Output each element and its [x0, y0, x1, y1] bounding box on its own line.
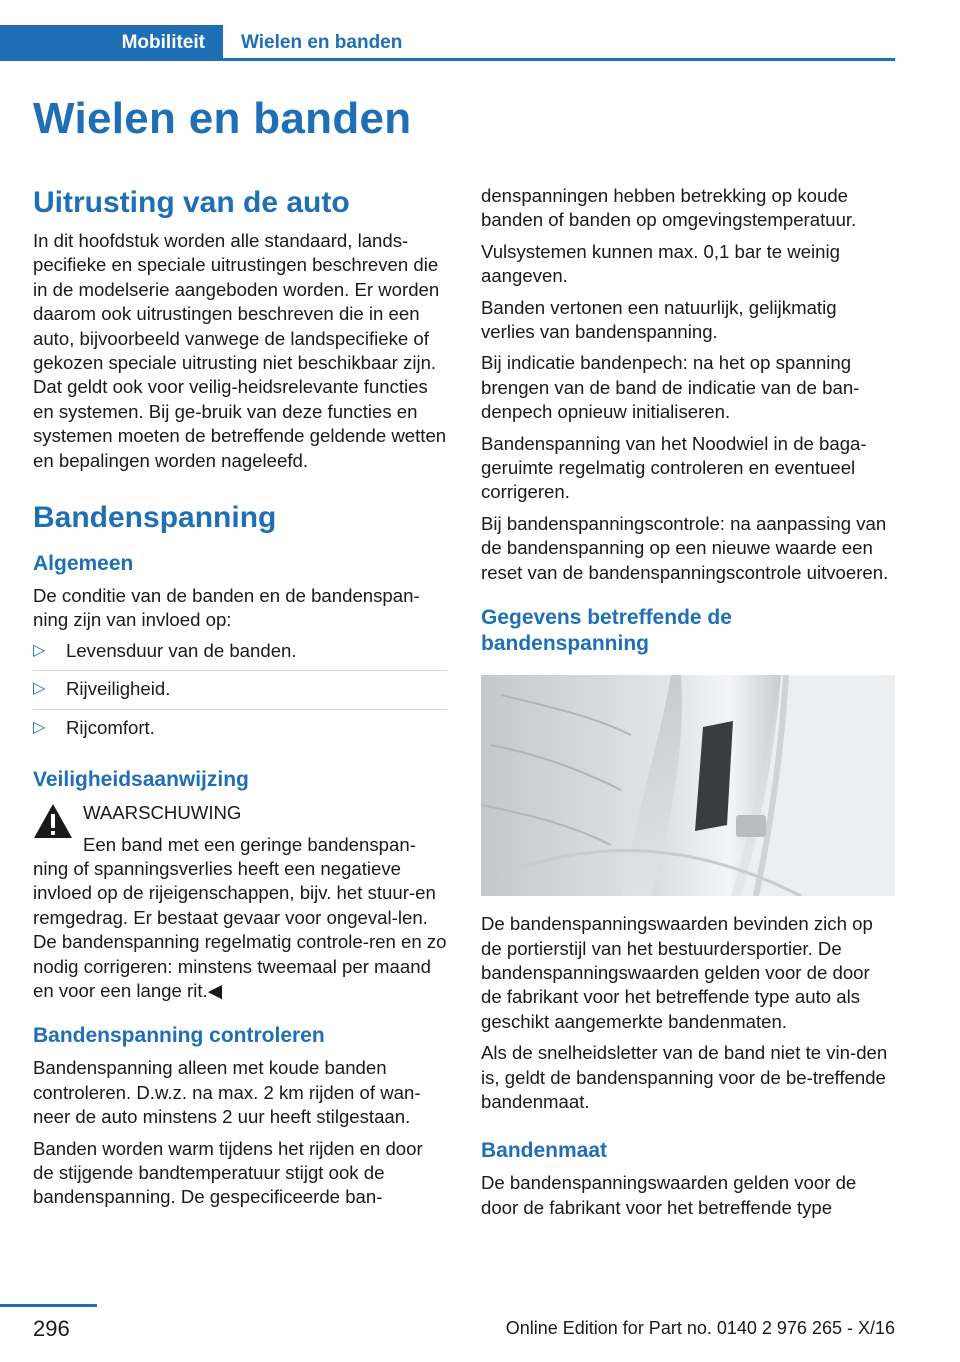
equipment-text: In dit hoofdstuk worden alle standaard, lands-pecifieke en speciale uitrustingen beschreven die in de modelserie aangeboden worden. Er worden daarom ook uitrustingen beschreven die in een auto, bijvoorbeeld vanwege de landspecifieke of gekozen speciale uitrusting niet beschikbaar zijn. Dat geldt ook voor veilig-heidsrelevante functies en systemen. Bij ge-bruik van deze functies en systemen moeten de betreffende geldende wetten en bepalingen worden nageleefd. [33, 230, 447, 471]
door-pillar-label-image [481, 675, 895, 896]
right-text-3: Banden vertonen een natuurlijk, gelijkmatig verlies van bandenspanning. [481, 296, 837, 343]
right-text-2: Vulsystemen kunnen max. 0,1 bar te weinig aangeven. [481, 240, 840, 287]
warning-text: ning of spanningsverlies heeft een negatieve invloed op de rijeigenschappen, bijv. het stuur-en remgedrag. Er bestaat gevaar voor ongeval-len. De bandenspanning regelmatig controle-ren en zo nodig corrigeren: minstens tweemaal per maand en voor een lange rit.◀ [33, 857, 447, 1001]
edition-note: Online Edition for Part no. 0140 2 976 265 - X/16 [505, 1318, 895, 1338]
list-item [33, 639, 447, 671]
right-text-7: De bandenspanningswaarden bevinden zich op de portierstijl van het bestuurdersportier. De bandenspanningswaarden gelden voor de door de fabrikant voor het betreffende type auto als geschikt aangemerkte bandenmaten. [481, 913, 873, 1032]
list-item-text: Rijcomfort. [66, 716, 155, 738]
right-column [481, 184, 895, 1220]
right-text-9: De bandenspanningswaarden gelden voor de door de fabrikant voor het betreffende type [481, 1172, 857, 1218]
triangle-bullet-icon: ▷ [33, 680, 46, 698]
page-title: Wielen en banden [33, 94, 412, 143]
equipment-heading: Uitrusting van de auto [33, 186, 350, 219]
page-header [0, 25, 895, 61]
warning-label: WAARSCHUWING [83, 802, 242, 824]
general-text: De conditie van de banden en de bandenspan-ning zijn van invloed op: [33, 585, 420, 631]
data-heading: Gegevens betreffende de bandenspanning [481, 606, 732, 656]
right-text-1: denspanningen hebben betrekking op koude banden of banden op omgevingstemperatuur. [481, 185, 857, 231]
list-item [33, 716, 447, 747]
general-heading: Algemeen [33, 552, 134, 576]
size-heading: Bandenmaat [481, 1139, 608, 1163]
right-text-6: Bij bandenspanningscontrole: na aanpassing van de bandenspanning op een nieuwe waarde een reset van de bandenspanningscontrole uitvoeren. [481, 512, 889, 583]
list-item-text: Rijveiligheid. [66, 678, 171, 700]
pressure-heading: Bandenspanning [33, 501, 277, 535]
triangle-bullet-icon: ▷ [33, 718, 46, 736]
check-text-1: Bandenspanning alleen met koude banden controleren. D.w.z. na max. 2 km rijden of wan-neer de auto minstens 2 uur heeft stilgestaan. [33, 1057, 421, 1128]
list-item [33, 677, 447, 709]
check-text-2: Banden worden warm tijdens het rijden en door de stijgende bandtemperatuur stijgt ook de bandenspanning. De gespecificeerde ban- [33, 1137, 423, 1208]
section-tab: Mobiliteit [0, 25, 223, 61]
list-item-text: Levensduur van de banden. [66, 639, 297, 661]
right-text-8: Als de snelheidsletter van de band niet te vin-den is, geldt de bandenspanning voor de be-treffende bandenmaat. [481, 1042, 888, 1112]
footer-rule [0, 1304, 97, 1307]
left-column [33, 184, 447, 1210]
warning-first-line: Een band met een geringe bandenspan- [83, 833, 416, 855]
chapter-tab: Wielen en banden [241, 32, 403, 53]
right-text-4: Bij indicatie bandenpech: na het op spanning brengen van de band de indicatie van de ban-denpech opnieuw initialiseren. [481, 352, 860, 423]
triangle-bullet-icon: ▷ [33, 641, 46, 659]
check-heading: Bandenspanning controleren [33, 1024, 325, 1048]
safety-heading: Veiligheidsaanwijzing [33, 768, 249, 792]
right-text-5: Bandenspanning van het Noodwiel in de baga-geruimte regelmatig controleren en eventueel corrigeren. [481, 432, 867, 503]
warning-triangle-icon [33, 803, 73, 839]
page-number: 296 [33, 1316, 70, 1341]
header-rule [223, 58, 895, 61]
warning-block [33, 801, 447, 1003]
influence-list [33, 639, 447, 747]
